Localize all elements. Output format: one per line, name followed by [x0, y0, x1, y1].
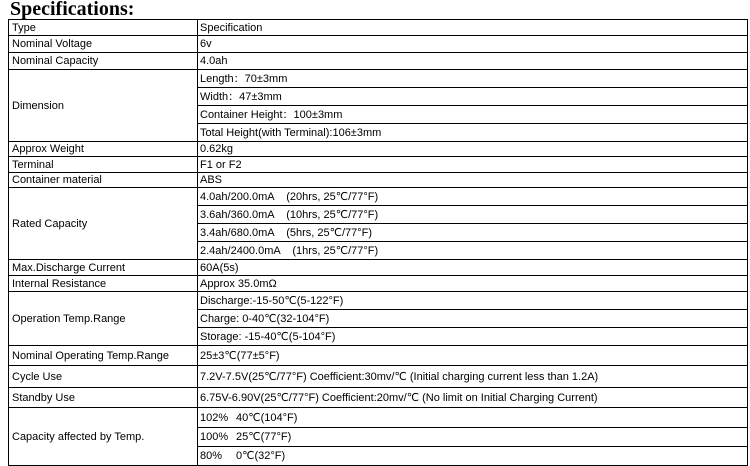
- rated-capacity-text: 3.4ah/680.0mA (5hrs, 25℃/77°F): [200, 226, 373, 239]
- label-nominal-capacity: Nominal Capacity: [9, 53, 198, 70]
- value-rated-capacity-10hrs: [198, 206, 748, 224]
- value-operation-temp-discharge: Discharge:-15-50℃(5-122°F): [198, 292, 748, 310]
- value-approx-weight: 0.62kg: [198, 142, 748, 157]
- value-capacity-temp-40: [198, 408, 748, 428]
- row-terminal: [9, 157, 748, 173]
- value-cycle-use: 7.2V-7.5V(25℃/77°F) Coefficient:30mv/℃ (Initial charging current less than 1.2A): [198, 366, 748, 388]
- rated-capacity-text: 3.6ah/360.0mA (10hrs, 25℃/77°F): [200, 208, 379, 221]
- value-rated-capacity-5hrs: [198, 224, 748, 242]
- value-dimension-total-height: Total Height(with Terminal):106±3mm: [198, 124, 748, 142]
- label-container-material: Container material: [9, 173, 198, 188]
- header-type: Type: [9, 20, 198, 36]
- row-rated-capacity: [9, 188, 748, 206]
- value-operation-temp-charge: Charge: 0-40℃(32-104°F): [198, 310, 748, 328]
- row-container-material: [9, 173, 748, 188]
- value-rated-capacity-1hrs: [198, 242, 748, 260]
- value-operation-temp-storage: Storage: -15-40℃(5-104°F): [198, 328, 748, 346]
- specifications-table: [8, 19, 748, 466]
- capacity-temperature: 40℃(104°F): [236, 411, 298, 424]
- value-dimension-container-height: Container Height：100±3mm: [198, 106, 748, 124]
- label-max-discharge: Max.Discharge Current: [9, 260, 198, 276]
- row-dimension: [9, 70, 748, 88]
- label-approx-weight: Approx Weight: [9, 142, 198, 157]
- label-operation-temp: Operation Temp.Range: [9, 292, 198, 346]
- capacity-percent: 102%: [200, 411, 229, 424]
- label-standby-use: Standby Use: [9, 388, 198, 408]
- label-internal-resistance: Internal Resistance: [9, 276, 198, 292]
- row-nominal-voltage: [9, 36, 748, 53]
- value-container-material: ABS: [198, 173, 748, 188]
- value-internal-resistance: Approx 35.0mΩ: [198, 276, 748, 292]
- row-operation-temp: [9, 292, 748, 310]
- value-nominal-capacity: 4.0ah: [198, 53, 748, 70]
- rated-capacity-text: 4.0ah/200.0mA (20hrs, 25℃/77°F): [200, 190, 379, 203]
- row-approx-weight: [9, 142, 748, 157]
- label-dimension: Dimension: [9, 70, 198, 142]
- row-nominal-operating-temp: [9, 346, 748, 366]
- value-terminal: F1 or F2: [198, 157, 748, 173]
- label-nominal-voltage: Nominal Voltage: [9, 36, 198, 53]
- row-standby-use: [9, 388, 748, 408]
- row-max-discharge: [9, 260, 748, 276]
- value-rated-capacity-20hrs: [198, 188, 748, 206]
- row-cycle-use: [9, 366, 748, 388]
- capacity-temperature: 0℃(32°F): [236, 450, 286, 462]
- value-nominal-voltage: 6v: [198, 36, 748, 53]
- capacity-percent: 100%: [200, 431, 229, 443]
- row-nominal-capacity: [9, 53, 748, 70]
- page-title: Specifications:: [10, 0, 135, 20]
- label-capacity-temp: Capacity affected by Temp.: [9, 408, 198, 466]
- value-capacity-temp-25: [198, 428, 748, 447]
- value-max-discharge: 60A(5s): [198, 260, 748, 276]
- value-standby-use: 6.75V-6.90V(25℃/77°F) Coefficient:20mv/℃ (No limit on Initial Charging Current): [198, 388, 748, 408]
- value-nominal-operating-temp: 25±3℃(77±5°F): [198, 346, 748, 366]
- capacity-temperature: 25℃(77°F): [236, 431, 292, 443]
- label-cycle-use: Cycle Use: [9, 366, 198, 388]
- value-dimension-length: Length：70±3mm: [198, 70, 748, 88]
- table-header-row: [9, 20, 748, 36]
- row-capacity-temp: [9, 408, 748, 428]
- value-dimension-width: Width：47±3mm: [198, 88, 748, 106]
- capacity-percent: 80%: [200, 450, 223, 462]
- value-capacity-temp-0: [198, 447, 748, 466]
- rated-capacity-text: 2.4ah/2400.0mA (1hrs, 25℃/77°F): [200, 244, 379, 257]
- label-terminal: Terminal: [9, 157, 198, 173]
- header-specification: Specification: [198, 20, 748, 36]
- label-nominal-operating-temp: Nominal Operating Temp.Range: [9, 346, 198, 366]
- row-internal-resistance: [9, 276, 748, 292]
- label-rated-capacity: Rated Capacity: [9, 188, 198, 260]
